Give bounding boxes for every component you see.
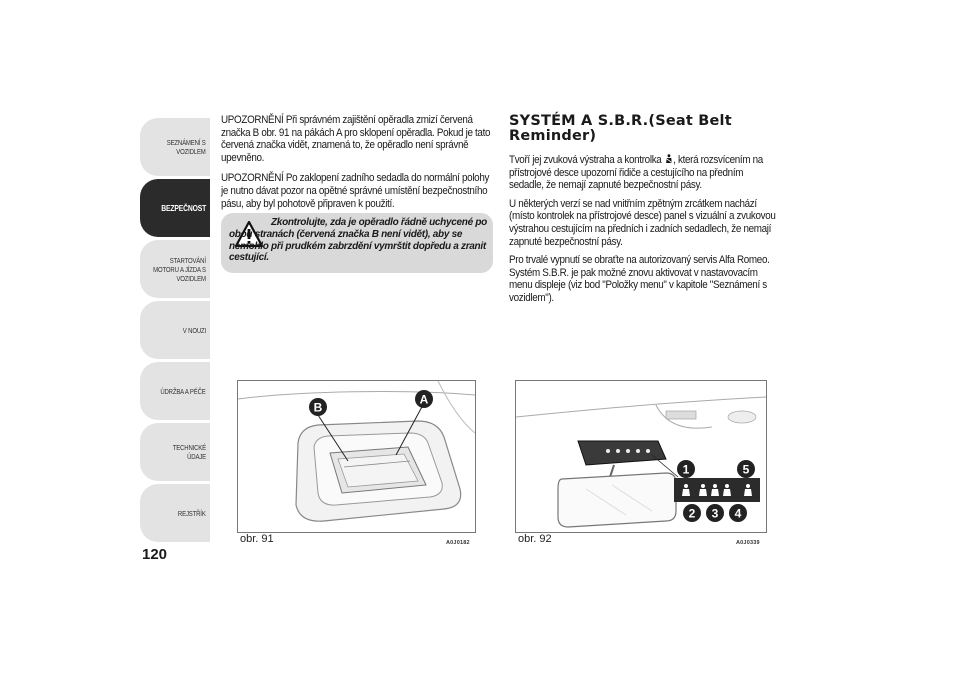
warning-text: Zkontrolujte, zda je opěradlo řádně uchycené po obou stranách (červená značka B není vidět), aby se nemohlo při prudkém zabrzdění vymrštit dopředu a zranit cestující. (229, 217, 487, 264)
callout-5: 5 (742, 462, 750, 477)
sbr-paragraph-2: U některých verzí se nad vnitřním zpětným zrcátkem nachází (místo kontrolek na přístrojové desce) panel s vizuální a zvukovou výstrahou cestujícím na předních i zadních sedadlech, že nemají zapnuté bezpečnostní pásy. (509, 197, 776, 248)
left-column (221, 114, 491, 218)
warning-box (221, 213, 493, 273)
callout-1: 1 (682, 462, 690, 477)
tab-label: V NOUZI (182, 325, 206, 335)
tab-v-nouzi[interactable] (140, 301, 210, 359)
seat-lever-illustration (238, 381, 475, 532)
callout-2: 2 (688, 506, 696, 521)
figure-91-caption: obr. 91 (240, 533, 274, 545)
seatbelt-warning-icon (664, 154, 673, 164)
figure-91-code: A0J0182 (446, 540, 470, 546)
sbr-paragraph-1 (509, 154, 779, 192)
sbr-panel-illustration (516, 381, 766, 532)
page-number: 120 (142, 546, 168, 563)
note-paragraph-2: UPOZORNĚNÍ Po zaklopení zadního sedadla do normální polohy je nutno dávat pozor na opětné správné umístění bezpečnostního pásu, aby byl pohotově připraven k použití. (221, 172, 490, 210)
tab-label: BEZPEČNOST (161, 202, 206, 213)
sbr-paragraph-1b: , která rozsvícením na přístrojové desce upozorní řidiče a cestujícího na předním sedadle, že nemají zapnuté bezpečnostní pásy. (509, 154, 763, 192)
figure-92-code: A0J0339 (736, 540, 760, 546)
tab-label: REJSTŘÍK (178, 508, 206, 518)
tab-rejstrik[interactable] (140, 484, 210, 542)
sbr-paragraph-1a: Tvoří jej zvuková výstraha a kontrolka (509, 154, 662, 166)
note-paragraph-1: UPOZORNĚNÍ Při správném zajištění opěradla zmizí červená značka B obr. 91 na pákách A pro sklopení opěradla. Pokud je tato červená značka vidět, znamená to, že opěradlo není správně upevněno. (221, 114, 491, 164)
tab-label: ÚDRŽBA A PÉČE (160, 386, 206, 396)
callout-4: 4 (734, 506, 742, 521)
tab-udrzba[interactable] (140, 362, 210, 420)
figure-91 (237, 380, 476, 533)
figure-92-caption: obr. 92 (518, 533, 552, 545)
right-column (509, 114, 779, 311)
callout-3: 3 (711, 506, 719, 521)
tab-label: TECHNICKÉ ÚDAJE (172, 443, 206, 461)
callout-b: B (313, 400, 323, 415)
tab-startovani[interactable] (140, 240, 210, 298)
sbr-paragraph-3: Pro trvalé vypnutí se obraťte na autorizovaný servis Alfa Romeo. Systém S.B.R. je pak možné znovu aktivovat v nastavovacím menu displeje (viz bod "Položky menu" v kapitole "Seznámení s vozidlem"). (509, 254, 770, 304)
figure-92 (515, 380, 767, 533)
tab-label: SEZNÁMENÍ S VOZIDLEM (167, 138, 206, 156)
tab-seznameni[interactable] (140, 118, 210, 176)
chapter-tabs (140, 118, 210, 545)
tab-bezpecnost[interactable] (140, 179, 210, 237)
tab-label: STARTOVÁNÍ MOTORU A JÍZDA S VOZIDLEM (153, 255, 206, 283)
callout-a: A (419, 392, 429, 407)
tab-technicke-udaje[interactable] (140, 423, 210, 481)
section-heading: SYSTÉM A S.B.R.(Seat Belt Reminder) (509, 113, 732, 144)
